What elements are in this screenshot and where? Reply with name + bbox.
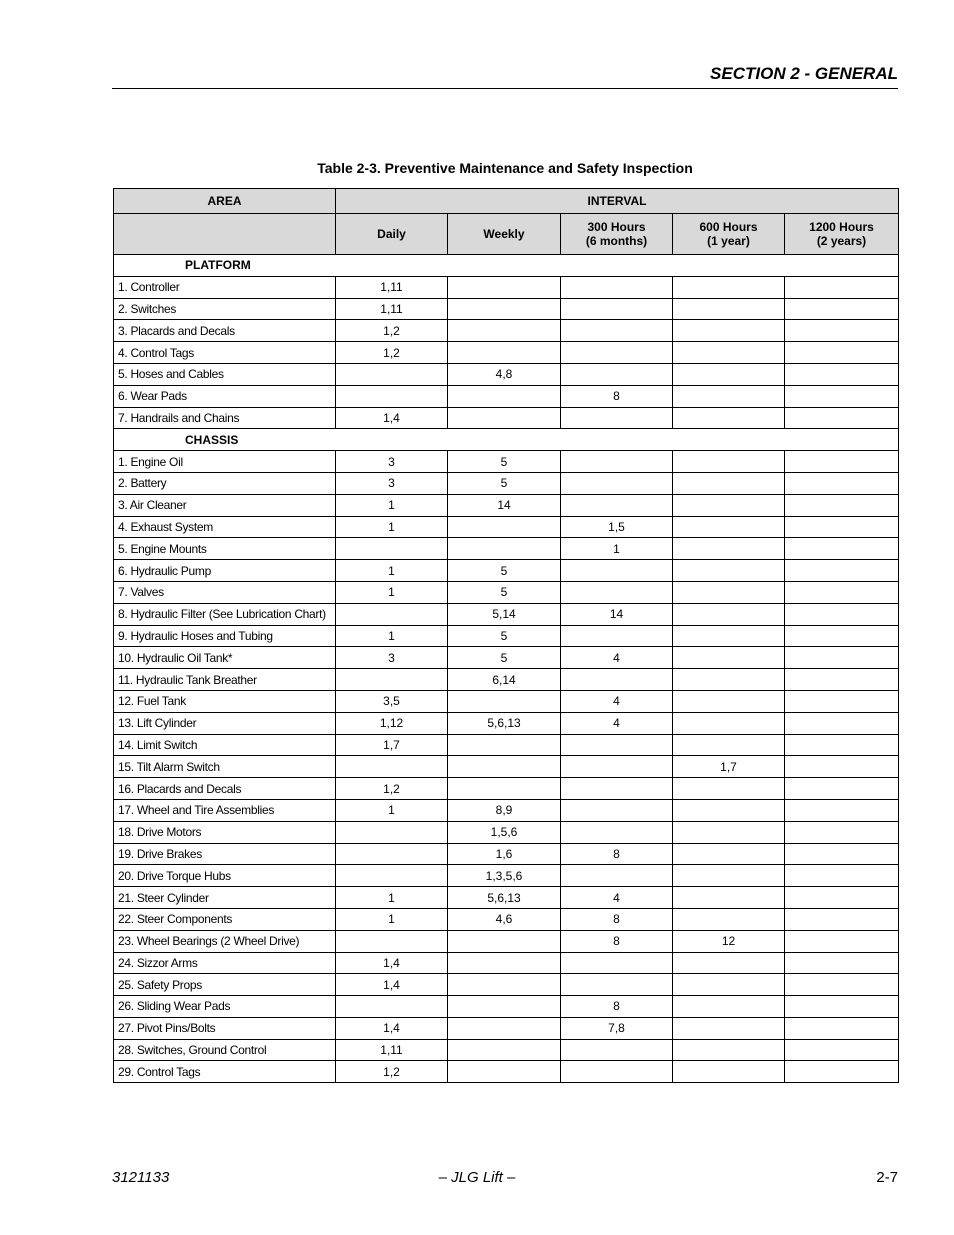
table-row [114, 1039, 899, 1061]
table-row [114, 734, 899, 756]
interval-cell [673, 734, 785, 756]
table-row [114, 516, 899, 538]
interval-cell [673, 625, 785, 647]
interval-cell: 1 [336, 494, 448, 516]
interval-cell [448, 320, 561, 342]
interval-cell: 5 [448, 451, 561, 473]
interval-cell [785, 887, 899, 909]
interval-cell [785, 756, 899, 778]
interval-cell: 4 [561, 887, 673, 909]
interval-cell [673, 974, 785, 996]
table-row [114, 647, 899, 669]
interval-cell [448, 690, 561, 712]
interval-cell: 5 [448, 625, 561, 647]
interval-cell [336, 538, 448, 560]
interval-cell: 5,6,13 [448, 712, 561, 734]
interval-cell [785, 1017, 899, 1039]
interval-cell: 1,6 [448, 843, 561, 865]
interval-cell [561, 865, 673, 887]
interval-cell [785, 451, 899, 473]
interval-cell [448, 407, 561, 429]
table-row [114, 1017, 899, 1039]
section-row [114, 255, 899, 277]
interval-cell [673, 996, 785, 1018]
interval-cell [785, 1039, 899, 1061]
interval-cell [785, 930, 899, 952]
area-cell: 7. Handrails and Chains [114, 407, 336, 429]
interval-cell [448, 342, 561, 364]
interval-cell [785, 407, 899, 429]
interval-cell: 8,9 [448, 799, 561, 821]
interval-cell [673, 320, 785, 342]
table-row [114, 669, 899, 691]
interval-cell: 1 [336, 581, 448, 603]
interval-cell [785, 472, 899, 494]
interval-cell [561, 625, 673, 647]
interval-cell [785, 734, 899, 756]
interval-cell: 8 [561, 908, 673, 930]
interval-cell [448, 756, 561, 778]
interval-cell: 1 [336, 625, 448, 647]
interval-cell: 1,4 [336, 952, 448, 974]
table-caption: Table 2-3. Preventive Maintenance and Safety Inspection [317, 160, 693, 176]
table-row [114, 756, 899, 778]
doc-number: 3121133 [112, 1169, 170, 1186]
header-interval-4 [785, 214, 899, 255]
table-row [114, 560, 899, 582]
interval-cell [785, 276, 899, 298]
interval-cell [673, 560, 785, 582]
interval-cell: 5,6,13 [448, 887, 561, 909]
table-row [114, 799, 899, 821]
interval-cell: 3,5 [336, 690, 448, 712]
interval-cell [448, 385, 561, 407]
table-row [114, 385, 899, 407]
interval-cell: 1,4 [336, 974, 448, 996]
interval-cell [561, 952, 673, 974]
interval-cell [673, 276, 785, 298]
area-cell: 3. Air Cleaner [114, 494, 336, 516]
interval-cell [336, 865, 448, 887]
interval-cell [448, 734, 561, 756]
interval-label: 300 Hours [587, 220, 646, 234]
interval-cell [785, 712, 899, 734]
area-cell: 22. Steer Components [114, 908, 336, 930]
interval-cell: 1,11 [336, 298, 448, 320]
interval-cell: 14 [448, 494, 561, 516]
interval-cell [785, 298, 899, 320]
interval-cell [561, 407, 673, 429]
interval-cell [561, 342, 673, 364]
interval-cell [785, 342, 899, 364]
header-interval-2 [561, 214, 673, 255]
interval-label: 1200 Hours [809, 220, 874, 234]
interval-cell [561, 472, 673, 494]
interval-cell [673, 1061, 785, 1083]
interval-cell [785, 538, 899, 560]
interval-cell: 1,11 [336, 276, 448, 298]
area-cell: 8. Hydraulic Filter (See Lubrication Chart) [114, 603, 336, 625]
area-cell: 25. Safety Props [114, 974, 336, 996]
interval-cell [785, 581, 899, 603]
interval-cell [785, 320, 899, 342]
interval-cell [785, 821, 899, 843]
interval-cell [336, 821, 448, 843]
interval-cell: 3 [336, 451, 448, 473]
area-cell: 17. Wheel and Tire Assemblies [114, 799, 336, 821]
area-cell: 19. Drive Brakes [114, 843, 336, 865]
interval-cell [785, 669, 899, 691]
interval-cell [448, 952, 561, 974]
interval-cell: 1 [561, 538, 673, 560]
area-cell: 18. Drive Motors [114, 821, 336, 843]
table-row [114, 276, 899, 298]
area-cell: 10. Hydraulic Oil Tank* [114, 647, 336, 669]
interval-cell [785, 799, 899, 821]
interval-cell: 1,11 [336, 1039, 448, 1061]
interval-cell: 1,2 [336, 342, 448, 364]
area-cell: 4. Control Tags [114, 342, 336, 364]
interval-cell [785, 494, 899, 516]
interval-cell: 5 [448, 560, 561, 582]
interval-cell [785, 996, 899, 1018]
interval-cell: 8 [561, 843, 673, 865]
interval-cell: 6,14 [448, 669, 561, 691]
interval-cell: 1,2 [336, 320, 448, 342]
interval-cell: 5,14 [448, 603, 561, 625]
section-title: SECTION 2 - GENERAL [710, 64, 898, 83]
area-cell: 11. Hydraulic Tank Breather [114, 669, 336, 691]
table-row [114, 320, 899, 342]
header-interval-0 [336, 214, 448, 255]
table-row [114, 538, 899, 560]
table-row [114, 363, 899, 385]
interval-cell [561, 276, 673, 298]
interval-cell: 1,4 [336, 1017, 448, 1039]
table-row [114, 625, 899, 647]
interval-cell [448, 538, 561, 560]
area-cell: 6. Wear Pads [114, 385, 336, 407]
interval-cell: 14 [561, 603, 673, 625]
header-interval: INTERVAL [336, 189, 899, 214]
interval-cell [673, 887, 785, 909]
table-row [114, 407, 899, 429]
area-cell: 6. Hydraulic Pump [114, 560, 336, 582]
interval-cell [561, 778, 673, 800]
interval-cell [673, 1039, 785, 1061]
interval-cell [336, 843, 448, 865]
area-cell: 1. Controller [114, 276, 336, 298]
interval-cell: 1,5,6 [448, 821, 561, 843]
area-cell: 21. Steer Cylinder [114, 887, 336, 909]
interval-cell [561, 1061, 673, 1083]
interval-cell [448, 930, 561, 952]
header-area: AREA [114, 189, 336, 214]
area-cell: 1. Engine Oil [114, 451, 336, 473]
interval-cell [336, 756, 448, 778]
header-area-blank [114, 214, 336, 255]
interval-cell [673, 821, 785, 843]
table-row [114, 1061, 899, 1083]
interval-cell [336, 603, 448, 625]
interval-cell: 4 [561, 712, 673, 734]
interval-cell [673, 690, 785, 712]
area-cell: 15. Tilt Alarm Switch [114, 756, 336, 778]
interval-cell [561, 669, 673, 691]
interval-cell [785, 843, 899, 865]
interval-cell [673, 603, 785, 625]
section-title: PLATFORM [114, 255, 899, 277]
interval-cell [673, 538, 785, 560]
interval-cell [673, 712, 785, 734]
area-cell: 7. Valves [114, 581, 336, 603]
interval-cell [785, 647, 899, 669]
table-row [114, 298, 899, 320]
interval-cell [561, 734, 673, 756]
area-cell: 24. Sizzor Arms [114, 952, 336, 974]
interval-cell [448, 778, 561, 800]
interval-cell [673, 494, 785, 516]
interval-cell [785, 778, 899, 800]
interval-sublabel: (2 years) [816, 234, 867, 248]
table-row [114, 952, 899, 974]
interval-cell [448, 1061, 561, 1083]
interval-cell [448, 516, 561, 538]
interval-cell [336, 996, 448, 1018]
interval-cell: 4,6 [448, 908, 561, 930]
interval-cell: 1 [336, 560, 448, 582]
interval-cell [336, 930, 448, 952]
interval-cell: 1,7 [336, 734, 448, 756]
interval-cell: 1 [336, 887, 448, 909]
interval-cell [785, 625, 899, 647]
interval-cell: 4,8 [448, 363, 561, 385]
interval-cell: 1 [336, 516, 448, 538]
interval-cell [673, 407, 785, 429]
interval-cell [561, 1039, 673, 1061]
interval-cell [673, 647, 785, 669]
interval-cell [673, 363, 785, 385]
interval-cell [785, 908, 899, 930]
interval-sublabel: (6 months) [585, 234, 648, 248]
interval-cell [448, 298, 561, 320]
interval-cell [673, 952, 785, 974]
interval-cell: 8 [561, 930, 673, 952]
table-row [114, 451, 899, 473]
interval-cell [561, 756, 673, 778]
interval-cell [561, 451, 673, 473]
interval-cell: 1,2 [336, 778, 448, 800]
page-header [112, 64, 898, 89]
table-row [114, 974, 899, 996]
table-row [114, 494, 899, 516]
interval-cell: 1,4 [336, 407, 448, 429]
interval-cell [561, 363, 673, 385]
interval-cell [673, 669, 785, 691]
table-row [114, 930, 899, 952]
section-title: CHASSIS [114, 429, 899, 451]
table-row [114, 712, 899, 734]
interval-cell: 5 [448, 472, 561, 494]
area-cell: 5. Hoses and Cables [114, 363, 336, 385]
interval-cell: 1,3,5,6 [448, 865, 561, 887]
header-interval-3 [673, 214, 785, 255]
interval-cell [336, 363, 448, 385]
table-row [114, 778, 899, 800]
table-row [114, 996, 899, 1018]
interval-cell: 5 [448, 581, 561, 603]
maintenance-table [113, 188, 899, 1083]
table-row [114, 865, 899, 887]
interval-cell [561, 494, 673, 516]
interval-cell [561, 821, 673, 843]
interval-cell [561, 974, 673, 996]
interval-cell [448, 1039, 561, 1061]
table-row [114, 690, 899, 712]
area-cell: 29. Control Tags [114, 1061, 336, 1083]
interval-cell [673, 342, 785, 364]
interval-cell [785, 974, 899, 996]
interval-cell: 1,7 [673, 756, 785, 778]
interval-cell [785, 952, 899, 974]
interval-cell [785, 516, 899, 538]
interval-label: Weekly [483, 227, 525, 241]
area-cell: 28. Switches, Ground Control [114, 1039, 336, 1061]
page-number: 2-7 [876, 1169, 898, 1186]
area-cell: 2. Switches [114, 298, 336, 320]
table-row [114, 908, 899, 930]
table-row [114, 472, 899, 494]
interval-cell: 3 [336, 647, 448, 669]
interval-cell: 3 [336, 472, 448, 494]
area-cell: 27. Pivot Pins/Bolts [114, 1017, 336, 1039]
interval-cell [673, 843, 785, 865]
interval-cell [673, 908, 785, 930]
area-cell: 4. Exhaust System [114, 516, 336, 538]
interval-cell [561, 581, 673, 603]
interval-cell [448, 996, 561, 1018]
interval-cell [785, 1061, 899, 1083]
interval-cell [673, 799, 785, 821]
interval-cell [785, 865, 899, 887]
interval-cell: 1,2 [336, 1061, 448, 1083]
table-row [114, 342, 899, 364]
interval-cell [673, 1017, 785, 1039]
interval-label: Daily [377, 227, 406, 241]
area-cell: 12. Fuel Tank [114, 690, 336, 712]
interval-cell: 12 [673, 930, 785, 952]
interval-cell [673, 581, 785, 603]
interval-cell [448, 276, 561, 298]
area-cell: 5. Engine Mounts [114, 538, 336, 560]
interval-cell [336, 385, 448, 407]
area-cell: 9. Hydraulic Hoses and Tubing [114, 625, 336, 647]
interval-cell: 8 [561, 385, 673, 407]
interval-cell [785, 363, 899, 385]
section-row [114, 429, 899, 451]
area-cell: 26. Sliding Wear Pads [114, 996, 336, 1018]
interval-cell: 1,5 [561, 516, 673, 538]
table-row [114, 843, 899, 865]
interval-cell [561, 320, 673, 342]
interval-label: 600 Hours [699, 220, 758, 234]
interval-cell: 8 [561, 996, 673, 1018]
interval-cell [673, 865, 785, 887]
interval-cell [561, 298, 673, 320]
interval-cell [448, 974, 561, 996]
interval-cell [785, 603, 899, 625]
table-row [114, 581, 899, 603]
interval-cell [673, 385, 785, 407]
area-cell: 3. Placards and Decals [114, 320, 336, 342]
area-cell: 16. Placards and Decals [114, 778, 336, 800]
area-cell: 13. Lift Cylinder [114, 712, 336, 734]
area-cell: 2. Battery [114, 472, 336, 494]
area-cell: 20. Drive Torque Hubs [114, 865, 336, 887]
table-row [114, 821, 899, 843]
area-cell: 23. Wheel Bearings (2 Wheel Drive) [114, 930, 336, 952]
interval-cell [561, 799, 673, 821]
area-cell: 14. Limit Switch [114, 734, 336, 756]
interval-cell: 5 [448, 647, 561, 669]
interval-cell [448, 1017, 561, 1039]
interval-cell [785, 690, 899, 712]
interval-cell [785, 385, 899, 407]
interval-cell [673, 298, 785, 320]
table-row [114, 603, 899, 625]
interval-cell [785, 560, 899, 582]
interval-cell [673, 516, 785, 538]
table-row [114, 887, 899, 909]
header-interval-1 [448, 214, 561, 255]
interval-cell: 1,12 [336, 712, 448, 734]
interval-cell [673, 778, 785, 800]
interval-cell: 1 [336, 908, 448, 930]
interval-cell: 7,8 [561, 1017, 673, 1039]
interval-cell [673, 451, 785, 473]
interval-sublabel: (1 year) [707, 234, 750, 248]
interval-cell: 4 [561, 690, 673, 712]
interval-cell [673, 472, 785, 494]
interval-cell: 4 [561, 647, 673, 669]
interval-cell [336, 669, 448, 691]
interval-cell: 1 [336, 799, 448, 821]
footer-brand: – JLG Lift – [438, 1169, 516, 1186]
interval-cell [561, 560, 673, 582]
